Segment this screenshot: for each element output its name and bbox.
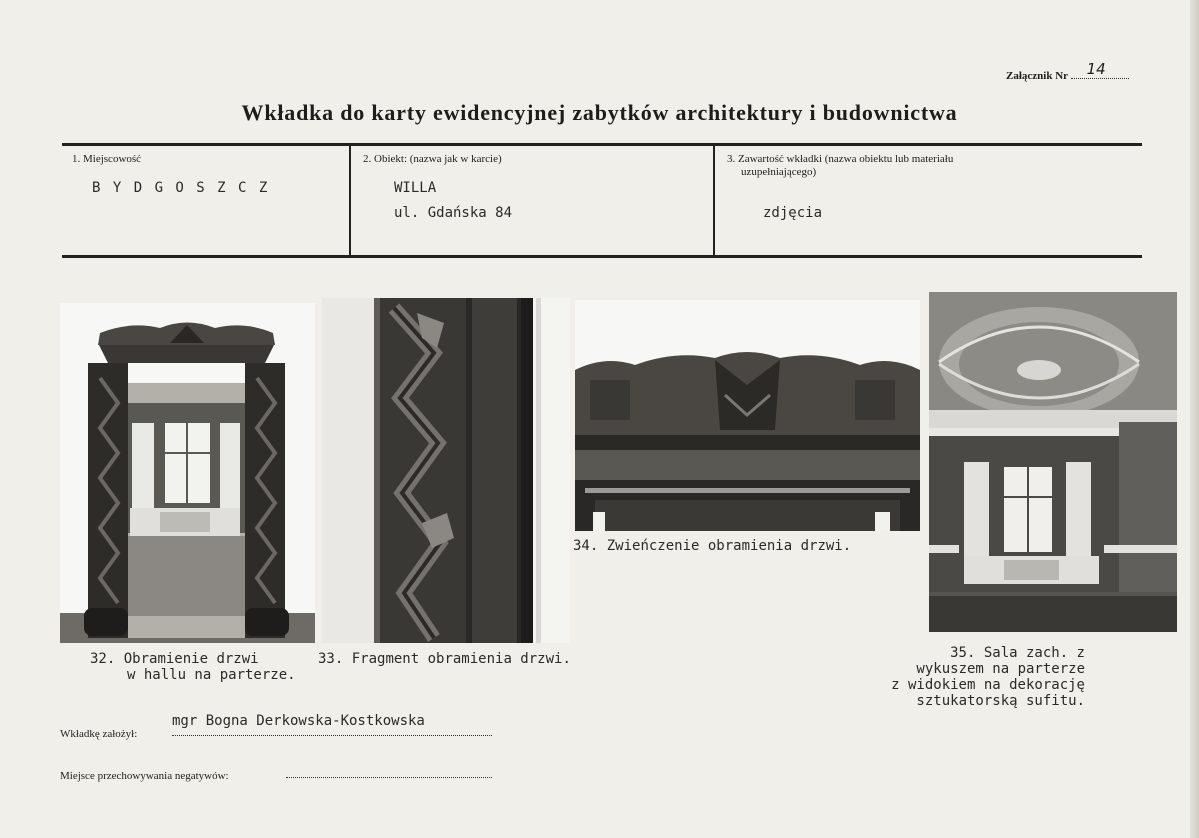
object-address: ul. Gdańska 84 xyxy=(394,205,513,221)
object-name: WILLA xyxy=(394,180,437,196)
caption-33-number: 33. xyxy=(318,651,344,667)
photo-35-hall-ceiling xyxy=(929,292,1177,632)
caption-35-line1: Sala zach. z xyxy=(983,645,1085,661)
table-top-rule xyxy=(62,143,1142,146)
caption-32 xyxy=(90,651,259,667)
caption-32-line1: Obramienie drzwi xyxy=(123,651,259,667)
place-label: 1. Miejscowość xyxy=(72,153,142,165)
place-value: B Y D G O S Z C Z xyxy=(92,180,270,196)
content-label: 3. Zawartość wkładki (nazwa obiektu lub materiału xyxy=(727,153,954,165)
photo-32-image xyxy=(60,303,315,643)
attachment-dotted-field xyxy=(1071,60,1129,79)
caption-34-number: 34. xyxy=(573,538,599,554)
photo-33-frame-fragment xyxy=(322,298,570,643)
author-label: Wkładkę założył: xyxy=(60,728,138,740)
photo-35-image xyxy=(929,292,1177,632)
caption-35-line3: z widokiem na dekorację xyxy=(891,677,1085,693)
table-divider-2 xyxy=(713,146,715,257)
photo-34-door-crown xyxy=(575,300,920,531)
attachment-number xyxy=(1006,60,1129,82)
photo-33-image xyxy=(322,298,570,643)
caption-35-line4: sztukatorską sufitu. xyxy=(916,693,1085,709)
caption-32-line2: w hallu na parterze. xyxy=(127,667,296,683)
attachment-label: Załącznik Nr xyxy=(1006,70,1068,82)
author-dotted-line xyxy=(172,734,492,736)
photo-34-image xyxy=(575,300,920,531)
photo-32-door-frame xyxy=(60,303,315,643)
caption-32-number: 32. xyxy=(90,651,116,667)
caption-35-first-line xyxy=(835,645,1085,661)
negatives-label: Miejsce przechowywania negatywów: xyxy=(60,770,229,782)
caption-33-line1: Fragment obramienia drzwi. xyxy=(351,651,571,667)
table-bottom-rule xyxy=(62,255,1142,258)
attachment-number-value: 14 xyxy=(1086,60,1106,78)
caption-35-number: 35. xyxy=(950,645,976,661)
negatives-dotted-line xyxy=(286,776,492,778)
caption-35-line2: wykuszem na parterze xyxy=(916,661,1085,677)
caption-35 xyxy=(835,645,1085,709)
document-title: Wkładka do karty ewidencyjnej zabytków architektury i budownictwa xyxy=(241,100,958,125)
caption-33 xyxy=(318,651,571,667)
table-divider-1 xyxy=(349,146,351,257)
author-value: mgr Bogna Derkowska-Kostkowska xyxy=(172,713,425,729)
caption-34 xyxy=(573,538,851,554)
content-label-cont: uzupełniającego) xyxy=(741,166,817,178)
caption-34-line1: Zwieńczenie obramienia drzwi. xyxy=(606,538,852,554)
object-label: 2. Obiekt: (nazwa jak w karcie) xyxy=(363,153,502,165)
content-value: zdjęcia xyxy=(763,205,823,221)
